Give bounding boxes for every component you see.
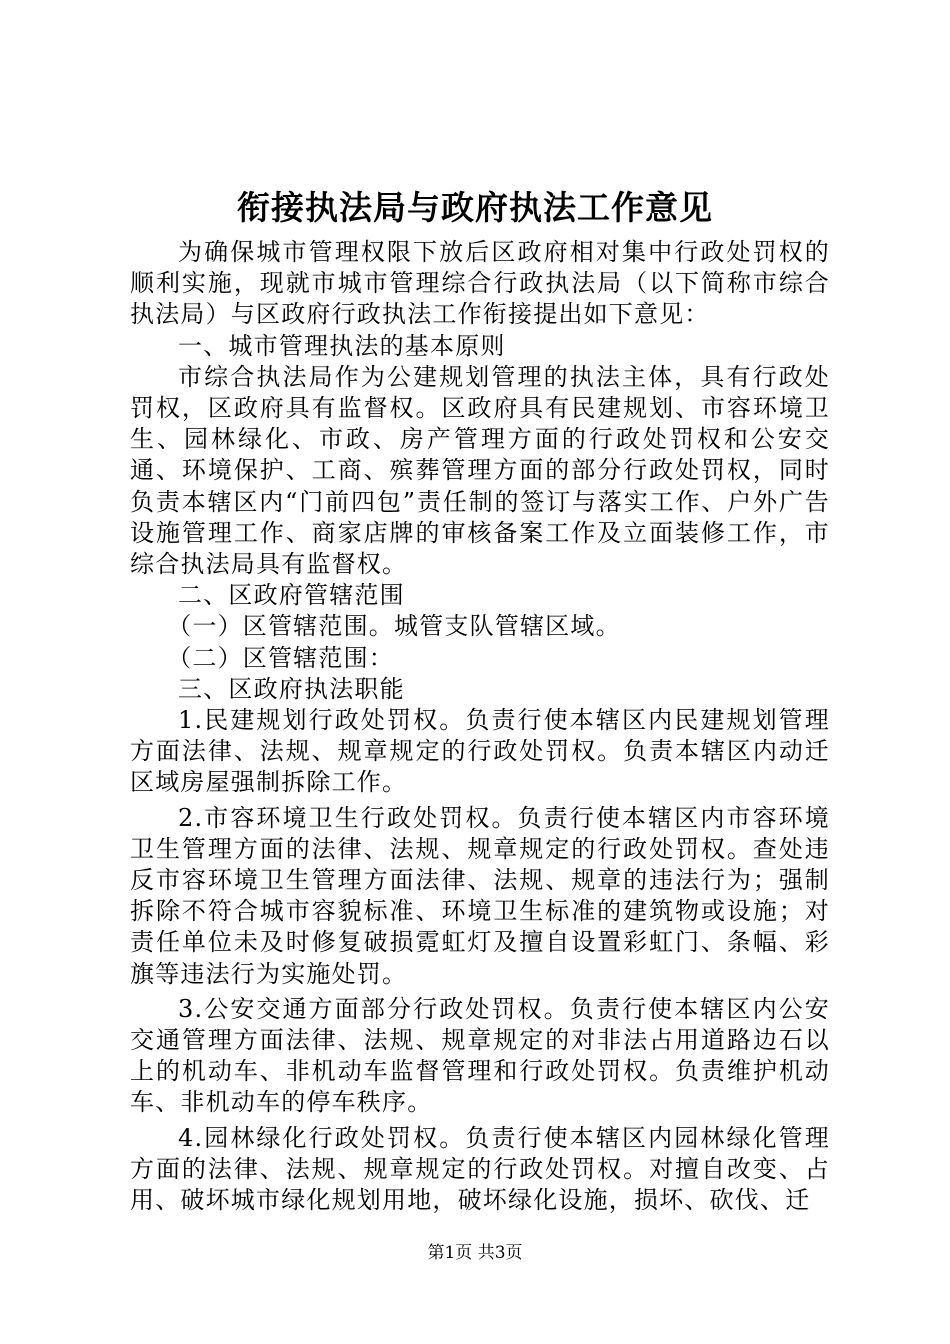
paragraph-function-4: 4.园林绿化行政处罚权。负责行使本辖区内园林绿化管理方面的法律、法规、规章规定的行政处罚权。对擅自改变、占用、破坏城市绿化规划用地，破坏绿化设施，损坏、砍伐、迁	[130, 1123, 830, 1215]
paragraph-jurisdiction-2: （二）区管辖范围：	[167, 643, 394, 672]
section-heading-principles: 一、城市管理执法的基本原则	[178, 331, 506, 360]
document-body	[130, 237, 830, 1216]
paragraph-principles: 市综合执法局作为公建规划管理的执法主体，具有行政处罚权，区政府具有监督权。区政府具有民建规划、市容环境卫生、园林绿化、市政、房产管理方面的行政处罚权和公安交通、环境保护、工商、殡葬管理方面的部分行政处罚权，同时负责本辖区内“门前四包”责任制的签订与落实工作、户外广告设施管理工作、商家店牌的审核备案工作及立面装修工作，市综合执法局具有监督权。	[130, 362, 830, 579]
page-number-footer: 第1页 共3页	[427, 1243, 523, 1263]
paragraph-intro: 为确保城市管理权限下放后区政府相对集中行政处罚权的顺利实施，现就市城市管理综合行政执法局（以下简称市综合执法局）与区政府行政执法工作衔接提出如下意见：	[130, 238, 830, 329]
paragraph-function-3: 3.公安交通方面部分行政处罚权。负责行使本辖区内公安交通管理方面法律、法规、规章规定的对非法占用道路边石以上的机动车、非机动车监督管理和行政处罚权。负责维护机动车、非机动车的停车秩序。	[130, 994, 830, 1117]
paragraph-function-1: 1.民建规划行政处罚权。负责行使本辖区内民建规划管理方面法律、法规、规章规定的行政处罚权。负责本辖区内动迁区域房屋强制拆除工作。	[130, 706, 830, 797]
section-heading-jurisdiction: 二、区政府管辖范围	[178, 581, 405, 610]
document-title: 衔接执法局与政府执法工作意见	[237, 188, 713, 227]
paragraph-jurisdiction-1: （一）区管辖范围。城管支队管辖区域。	[167, 612, 621, 641]
paragraph-function-2: 2.市容环境卫生行政处罚权。负责行使本辖区内市容环境卫生管理方面的法律、法规、规章规定的行政处罚权。查处违反市容环境卫生管理方面法律、法规、规章的违法行为；强制拆除不符合城市容貌标准、环境卫生标准的建筑物或设施；对责任单位未及时修复破损霓虹灯及擅自设置彩虹门、条幅、彩旗等违法行为实施处罚。	[130, 803, 830, 988]
section-heading-functions: 三、区政府执法职能	[178, 674, 405, 703]
